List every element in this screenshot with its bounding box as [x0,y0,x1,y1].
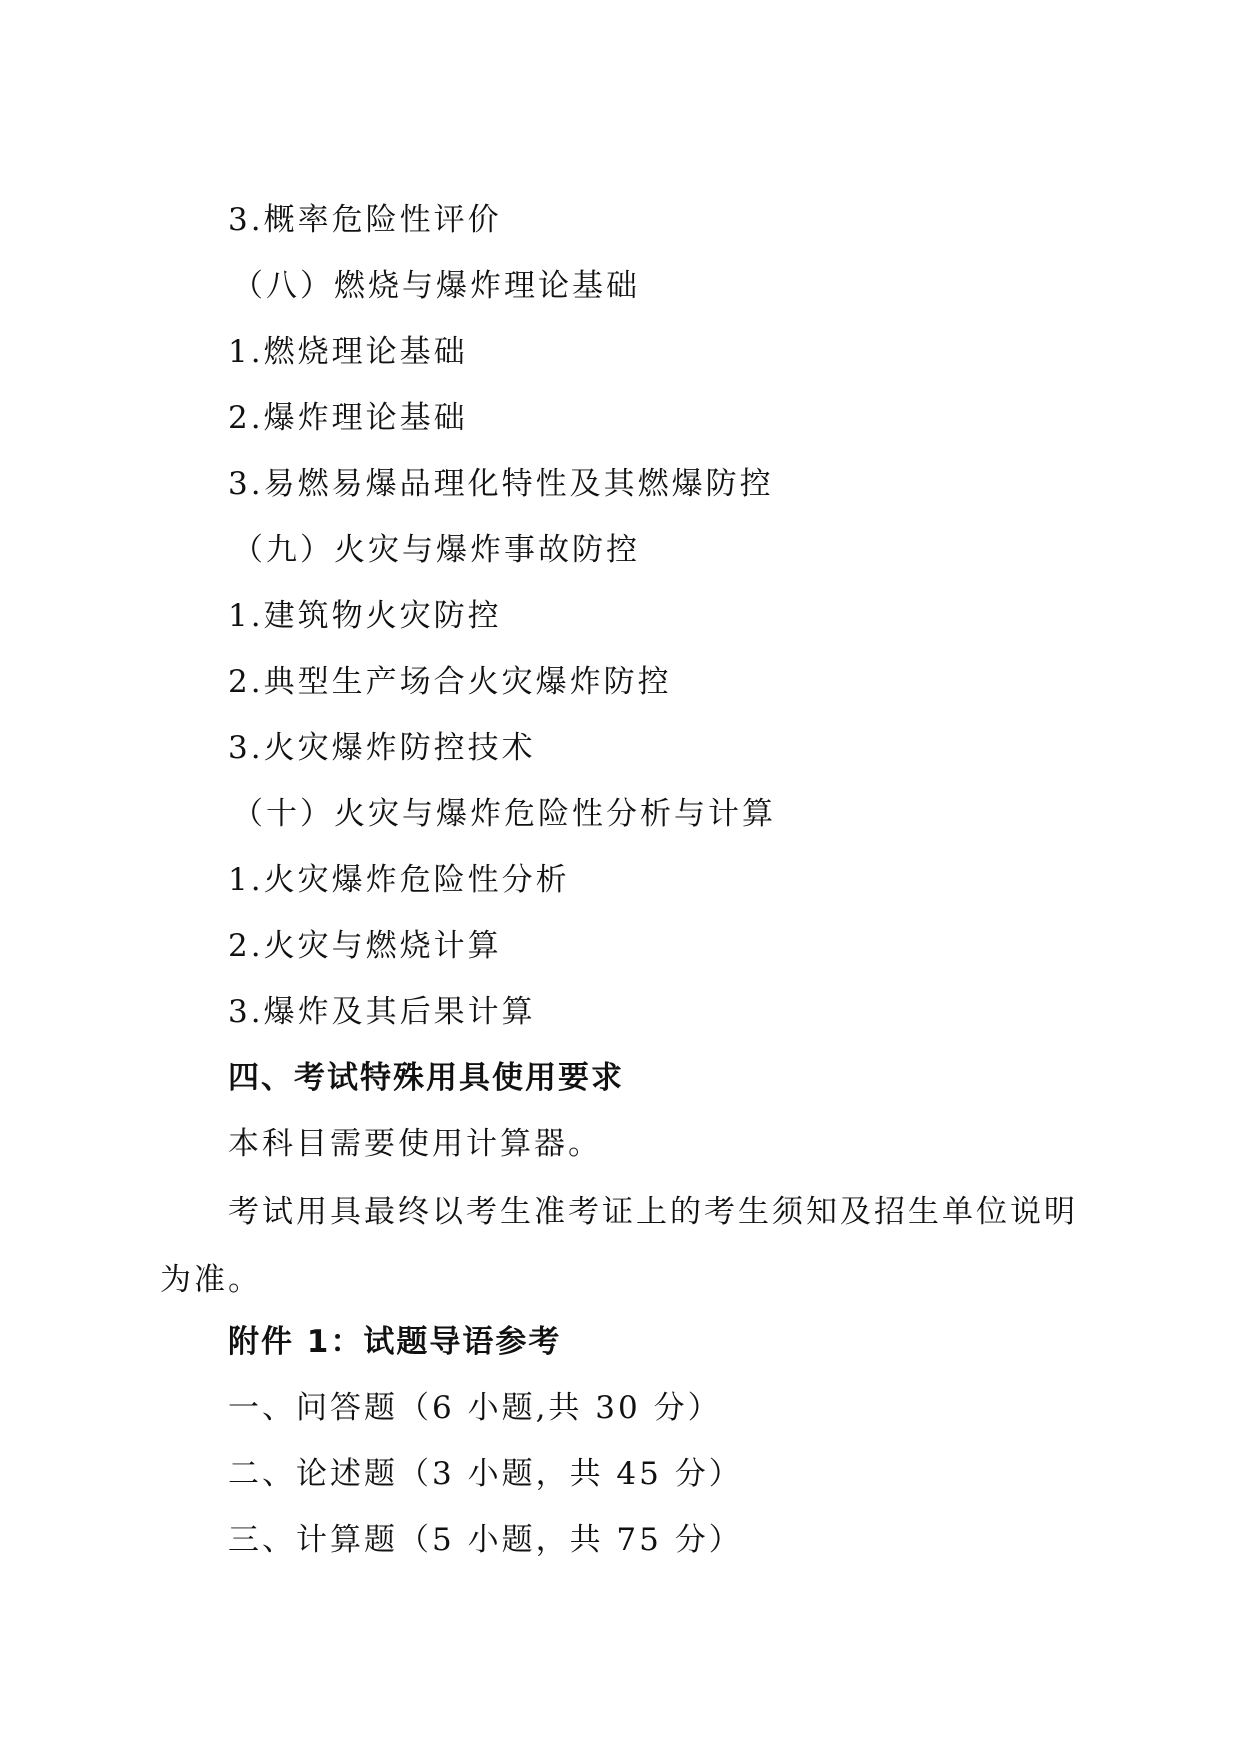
body-paragraph: 考试用具最终以考生准考证上的考生须知及招生单位说明为准。 [160,1194,1078,1298]
section-heading: （八）燃烧与爆炸理论基础 [232,268,640,304]
list-item: 一、问答题（6 小题,共 30 分） [228,1390,722,1426]
body-text: 本科目需要使用计算器。 [228,1126,602,1162]
list-item: 3.爆炸及其后果计算 [228,994,536,1030]
list-item: 2.火灾与燃烧计算 [228,928,502,964]
list-item: 1.燃烧理论基础 [228,334,468,370]
list-item: 2.典型生产场合火灾爆炸防控 [228,664,672,700]
appendix-heading: 附件 1：试题导语参考 [228,1324,562,1360]
list-item: 3.易燃易爆品理化特性及其燃爆防控 [228,466,774,502]
list-item: 3.火灾爆炸防控技术 [228,730,536,766]
section-heading: （九）火灾与爆炸事故防控 [232,532,640,568]
section-heading: （十）火灾与爆炸危险性分析与计算 [232,796,776,832]
list-item: 三、计算题（5 小题，共 75 分） [228,1522,743,1558]
list-item: 2.爆炸理论基础 [228,400,468,436]
list-item: 1.火灾爆炸危险性分析 [228,862,570,898]
list-item: 1.建筑物火灾防控 [228,598,502,634]
list-item: 3.概率危险性评价 [228,202,502,238]
list-item: 二、论述题（3 小题，共 45 分） [228,1456,743,1492]
chapter-heading: 四、考试特殊用具使用要求 [228,1060,624,1096]
